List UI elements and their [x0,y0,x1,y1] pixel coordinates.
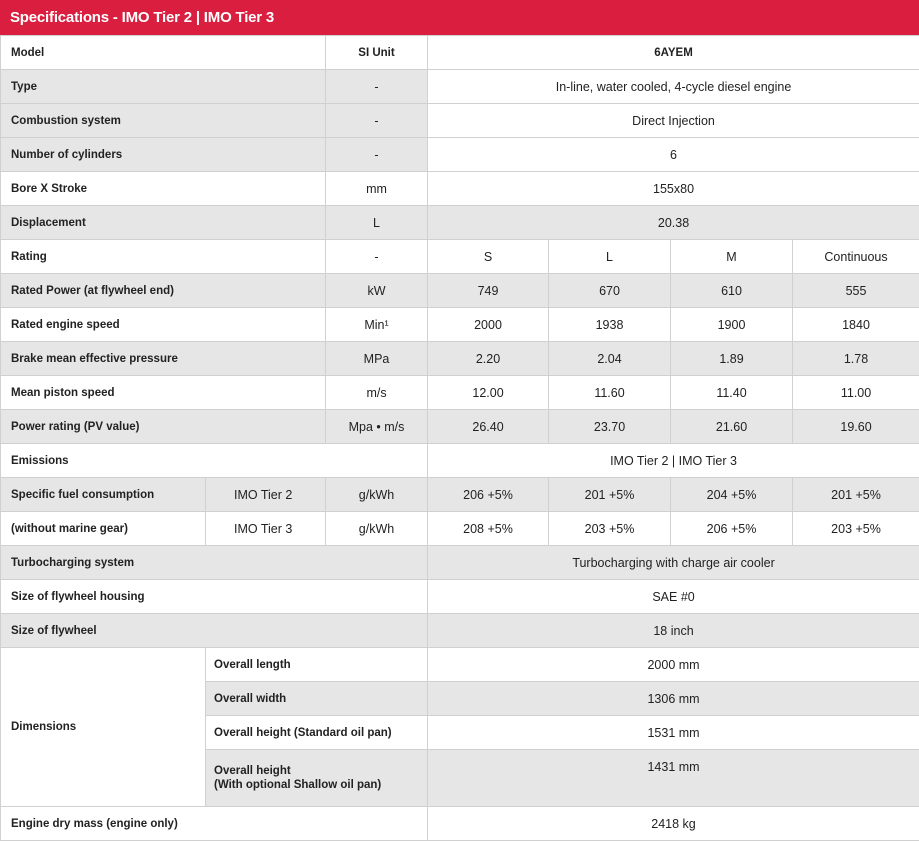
row-label: Type [1,70,326,104]
row-value: 1.89 [671,342,793,376]
row-label [206,750,428,807]
row-value: 206 +5% [428,478,549,512]
row-value: 11.40 [671,376,793,410]
row-value: L [549,240,671,274]
row-value: 20.38 [428,206,919,240]
row-unit: mm [326,172,428,206]
row-label: Specific fuel consumption [1,478,206,512]
row-label: Rating [1,240,326,274]
row-unit: MPa [326,342,428,376]
row-value: 11.00 [793,376,919,410]
row-value: 203 +5% [549,512,671,546]
row-label: Size of flywheel housing [1,580,428,614]
row-label: Number of cylinders [1,138,326,172]
row-unit: - [326,70,428,104]
row-value: S [428,240,549,274]
row-value: 1.78 [793,342,919,376]
table-row [1,444,919,478]
row-value: 201 +5% [793,478,919,512]
row-label: Size of flywheel [1,614,428,648]
row-value: 2.04 [549,342,671,376]
row-value: 749 [428,274,549,308]
row-value: 610 [671,274,793,308]
table-row [1,648,919,682]
row-label: Brake mean effective pressure [1,342,326,376]
table-row [1,546,919,580]
row-value: Direct Injection [428,104,919,138]
row-unit: Mpa • m/s [326,410,428,444]
row-unit: - [326,138,428,172]
row-value: 2000 mm [428,648,919,682]
row-value: 26.40 [428,410,549,444]
engine-model-header: 6AYEM [428,36,919,70]
row-value: 1840 [793,308,919,342]
row-value: Continuous [793,240,919,274]
row-value: Turbocharging with charge air cooler [428,546,919,580]
row-value: SAE #0 [428,580,919,614]
row-tier: IMO Tier 2 [206,478,326,512]
row-label: (without marine gear) [1,512,206,546]
dimensions-label: Dimensions [1,648,206,807]
row-value: 2418 kg [428,807,919,841]
row-value: 206 +5% [671,512,793,546]
row-unit: g/kWh [326,512,428,546]
row-value: 208 +5% [428,512,549,546]
row-value: 1531 mm [428,716,919,750]
row-label: Rated engine speed [1,308,326,342]
row-label-line: (With optional Shallow oil pan) [214,778,427,792]
row-unit: kW [326,274,428,308]
row-value: 12.00 [428,376,549,410]
model-header: Model [1,36,326,70]
row-value: 6 [428,138,919,172]
row-value: 201 +5% [549,478,671,512]
row-value: 19.60 [793,410,919,444]
table-row [1,614,919,648]
row-value: 11.60 [549,376,671,410]
table-row [1,376,919,410]
row-label: Combustion system [1,104,326,138]
row-value: IMO Tier 2 | IMO Tier 3 [428,444,919,478]
table-row [1,342,919,376]
table-row [1,36,919,70]
row-value: 23.70 [549,410,671,444]
row-unit: m/s [326,376,428,410]
row-label: Emissions [1,444,428,478]
table-row [1,138,919,172]
table-row [1,308,919,342]
row-label: Mean piston speed [1,376,326,410]
row-value: 1431 mm [428,750,919,807]
row-label: Overall length [206,648,428,682]
si-unit-header: SI Unit [326,36,428,70]
row-label: Overall height (Standard oil pan) [206,716,428,750]
row-tier: IMO Tier 3 [206,512,326,546]
row-unit: L [326,206,428,240]
row-label-line: Overall height [214,764,427,778]
row-label: Displacement [1,206,326,240]
table-row [1,512,919,546]
row-value: 1306 mm [428,682,919,716]
row-label: Engine dry mass (engine only) [1,807,428,841]
table-row [1,274,919,308]
row-value: M [671,240,793,274]
row-value: 204 +5% [671,478,793,512]
table-row [1,478,919,512]
row-value: In-line, water cooled, 4-cycle diesel engine [428,70,919,104]
row-value: 155x80 [428,172,919,206]
table-row [1,206,919,240]
table-row [1,410,919,444]
row-label: Overall width [206,682,428,716]
row-unit: g/kWh [326,478,428,512]
table-row [1,172,919,206]
row-unit: - [326,104,428,138]
table-row [1,807,919,841]
row-value: 2000 [428,308,549,342]
row-label: Power rating (PV value) [1,410,326,444]
row-label: Rated Power (at flywheel end) [1,274,326,308]
row-label: Turbocharging system [1,546,428,580]
spec-table [0,35,919,841]
row-value: 670 [549,274,671,308]
row-unit: Min¹ [326,308,428,342]
row-label: Bore X Stroke [1,172,326,206]
table-row [1,70,919,104]
row-value: 21.60 [671,410,793,444]
row-value: 1938 [549,308,671,342]
table-row [1,580,919,614]
table-row [1,104,919,138]
row-value: 2.20 [428,342,549,376]
row-value: 203 +5% [793,512,919,546]
page-title: Specifications - IMO Tier 2 | IMO Tier 3 [0,0,919,35]
row-value: 555 [793,274,919,308]
row-value: 1900 [671,308,793,342]
row-unit: - [326,240,428,274]
row-value: 18 inch [428,614,919,648]
table-row [1,240,919,274]
